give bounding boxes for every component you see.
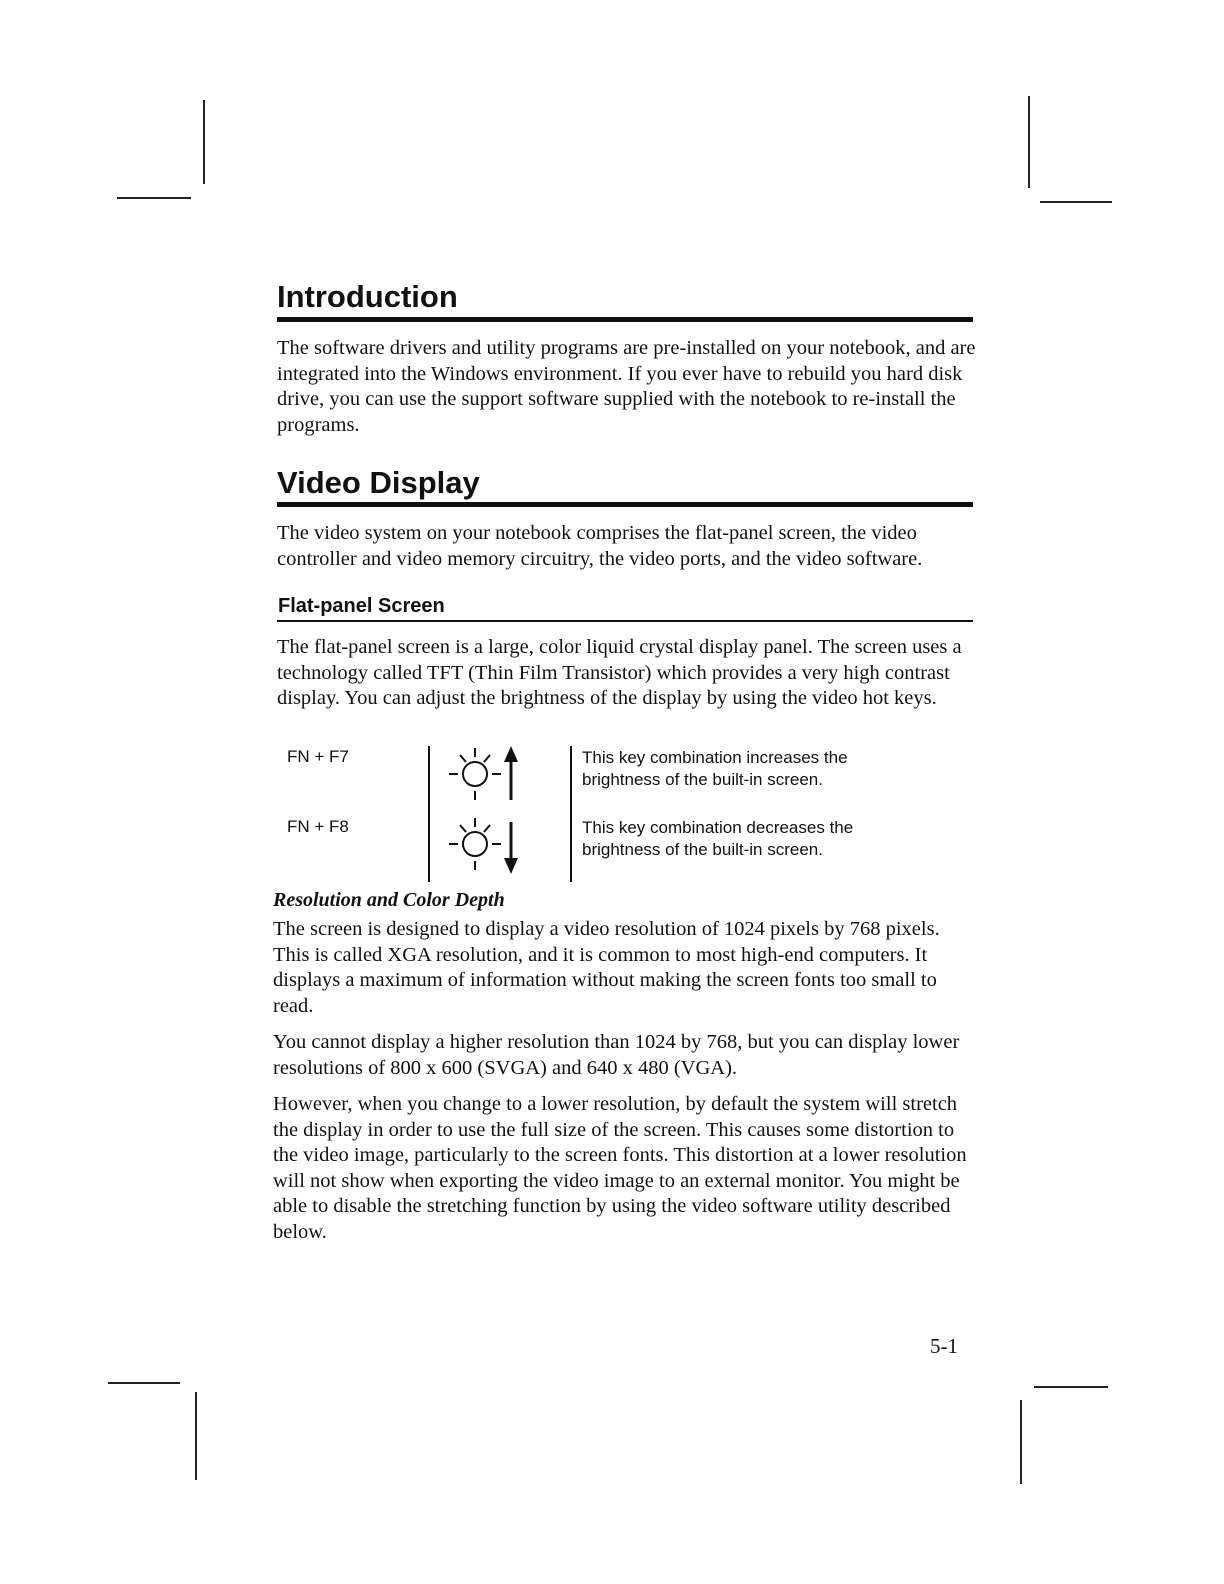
hotkey-description: This key combination decreases the brightness of the built-in screen. [582, 818, 854, 859]
crop-mark-top-right-vertical [1028, 96, 1030, 188]
brightness-up-icon [448, 744, 548, 804]
crop-mark-top-left-horizontal [117, 197, 191, 199]
resolution-paragraph-2: You cannot display a higher resolution than 1024 by 768, but you can display lower resolutions of 800 x 600 (SVGA) and 640 x 480 (VGA). [273, 1031, 960, 1079]
introduction-paragraph: The software drivers and utility programs are pre-installed on your notebook, and are integrated into the Windows environment. If you ever have to rebuild you hard disk drive, you can use the support software supplied with the notebook to re-install the programs. [277, 337, 976, 436]
hotkey-keys-label: FN + F8 [287, 817, 349, 836]
hotkey-table-divider-left [428, 746, 430, 882]
flat-panel-screen-heading: Flat-panel Screen [278, 595, 445, 617]
hotkey-description: This key combination increases the brightness of the built-in screen. [582, 748, 848, 789]
brightness-down-icon [448, 814, 548, 876]
crop-mark-bottom-right-vertical [1020, 1400, 1022, 1484]
flat-panel-screen-paragraph: The flat-panel screen is a large, color liquid crystal display panel. The screen uses a technology called TFT (Thin Film Transistor) which provides a very high contrast display. You can adjust the brightness of the display by using the video hot keys. [277, 636, 962, 709]
flat-panel-screen-heading-rule [277, 620, 973, 622]
introduction-heading-rule [277, 317, 973, 322]
resolution-heading: Resolution and Color Depth [273, 889, 505, 911]
crop-mark-bottom-left-vertical [195, 1392, 197, 1480]
hotkey-keys-label: FN + F7 [287, 747, 349, 766]
page-number: 5-1 [930, 1334, 958, 1358]
video-display-paragraph: The video system on your notebook comprises the flat-panel screen, the video controller and video memory circuitry, the video ports, and the video software. [277, 522, 923, 570]
video-display-heading-rule [277, 502, 973, 507]
video-display-heading: Video Display [277, 465, 480, 500]
introduction-heading: Introduction [277, 279, 458, 314]
hotkey-table-divider-right [570, 746, 572, 882]
crop-mark-bottom-right-horizontal [1034, 1386, 1108, 1388]
crop-mark-top-right-horizontal [1040, 201, 1112, 203]
resolution-paragraph-3: However, when you change to a lower resolution, by default the system will stretch the display in order to use the full size of the screen. This causes some distortion to the video image, particularly to the screen fonts. This distortion at a lower resolution will not show when exporting the video image to an external monitor. You might be able to disable the stretching function by using the video software utility described below. [273, 1093, 967, 1243]
resolution-paragraph-1: The screen is designed to display a video resolution of 1024 pixels by 768 pixels. This is called XGA resolution, and it is common to most high-end computers. It displays a maximum of information without making the screen fonts too small to read. [273, 918, 940, 1017]
crop-mark-bottom-left-horizontal [108, 1382, 180, 1384]
crop-mark-top-left-vertical [203, 100, 205, 184]
